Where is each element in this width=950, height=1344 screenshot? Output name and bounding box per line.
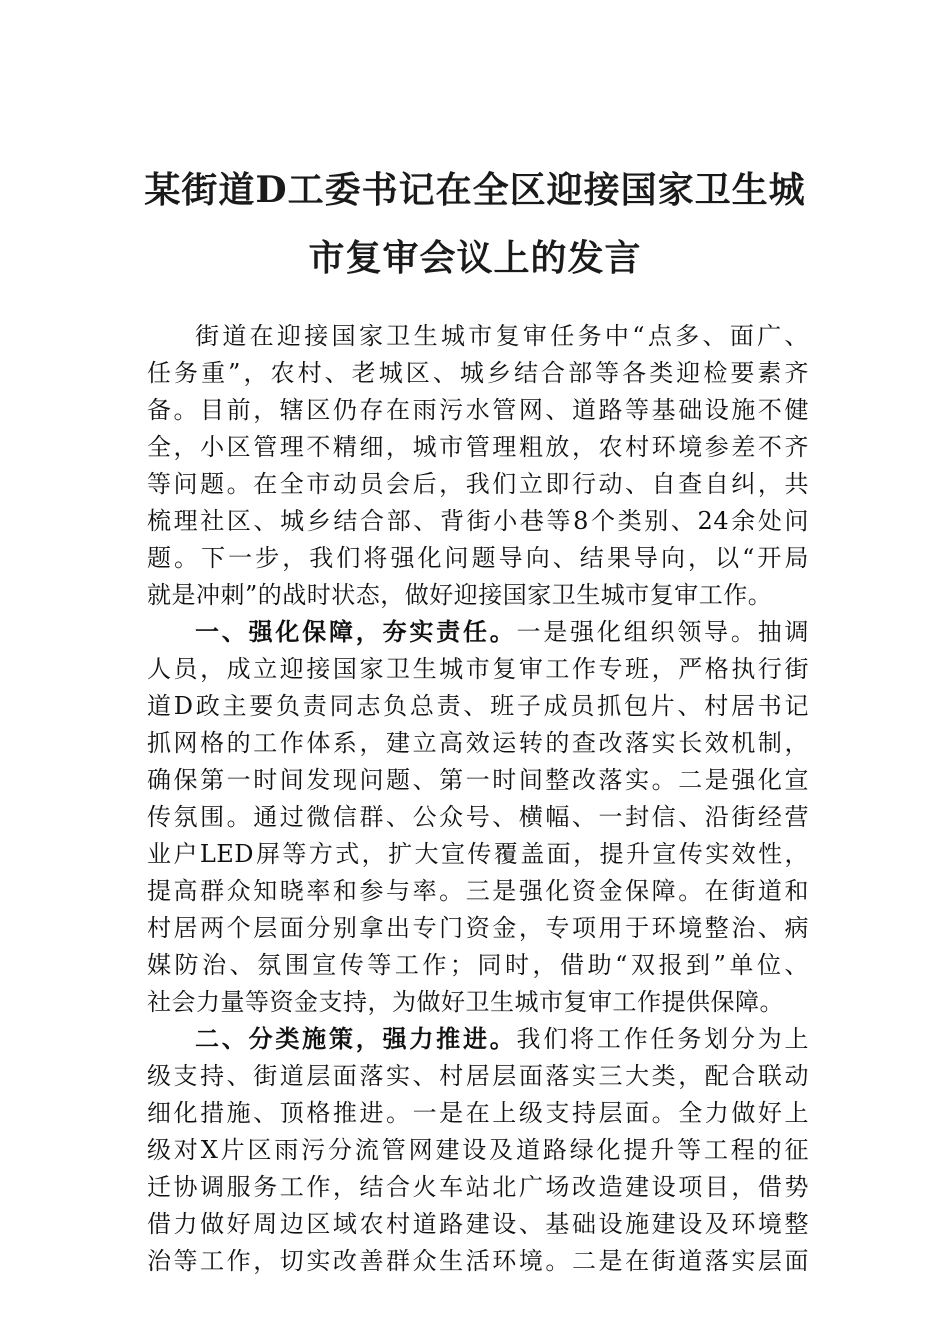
body-line-text: 等问题。在全市动员会后，我们立即行动、自查自纠，共 — [147, 470, 809, 498]
body-line-text: 抓网格的工作体系，建立高效运转的查改落实长效机制， — [147, 729, 809, 757]
body-line-text: 一是强化组织领导。抽调 — [516, 618, 810, 646]
body-line-text: 梳理社区、城乡结合部、背街小巷等8个类别、24余处问 — [147, 507, 809, 535]
body-line-text: 全，小区管理不精细，城市管理粗放，农村环境参差不齐 — [147, 433, 809, 461]
body-line-text: 媒防治、氛围宣传等工作；同时，借助“双报到”单位、 — [147, 951, 809, 979]
body-line — [147, 984, 809, 1021]
body-line — [147, 1058, 809, 1095]
body-line — [147, 429, 809, 466]
body-line — [147, 392, 809, 429]
body-line — [147, 1169, 809, 1206]
body-line — [147, 1021, 809, 1058]
body-line — [147, 836, 809, 873]
body-line-text: 确保第一时间发现问题、第一时间整改落实。二是强化宣 — [147, 766, 809, 794]
body-line-text: 传氛围。通过微信群、公众号、横幅、一封信、沿街经营 — [147, 803, 809, 831]
body-line-text: 业户LED屏等方式，扩大宣传覆盖面，提升宣传实效性， — [147, 840, 809, 868]
body-line — [147, 799, 809, 836]
body-line — [147, 1132, 809, 1169]
body-line-text: 就是冲刺”的战时状态，做好迎接国家卫生城市复审工作。 — [147, 581, 773, 609]
document-body — [147, 318, 809, 1280]
body-line — [147, 614, 809, 651]
body-line — [147, 1243, 809, 1280]
body-line-text: 治等工作，切实改善群众生活环境。二是在街道落实层面 — [147, 1247, 809, 1275]
body-line-text: 人员，成立迎接国家卫生城市复审工作专班，严格执行街 — [147, 655, 809, 683]
body-line-text: 迁协调服务工作，结合火车站北广场改造建设项目，借势 — [147, 1173, 809, 1201]
body-line — [147, 651, 809, 688]
document-title-line-2: 市复审会议上的发言 — [308, 237, 642, 279]
section-heading: 一、强化保障，夯实责任。 — [195, 618, 517, 646]
body-line-text: 我们将工作任务划分为上 — [516, 1025, 810, 1053]
body-line-text: 提高群众知晓率和参与率。三是强化资金保障。在街道和 — [147, 877, 809, 905]
body-line-text: 任务重”，农村、老城区、城乡结合部等各类迎检要素齐 — [147, 359, 809, 387]
body-line-text: 级支持、街道层面落实、村居层面落实三大类，配合联动 — [147, 1062, 809, 1090]
body-line-text: 街道在迎接国家卫生城市复审任务中“点多、面广、 — [195, 322, 809, 350]
body-line — [147, 540, 809, 577]
body-line — [147, 1095, 809, 1132]
body-line — [147, 503, 809, 540]
body-line — [147, 355, 809, 392]
body-line — [147, 466, 809, 503]
body-line-text: 级对X片区雨污分流管网建设及道路绿化提升等工程的征 — [147, 1136, 809, 1164]
body-line-text: 村居两个层面分别拿出专门资金，专项用于环境整治、病 — [147, 914, 809, 942]
body-line-text: 借力做好周边区域农村道路建设、基础设施建设及环境整 — [147, 1210, 809, 1238]
section-heading: 二、分类施策，强力推进。 — [195, 1025, 517, 1053]
body-line-text: 道D政主要负责同志负总责、班子成员抓包片、村居书记 — [147, 692, 809, 720]
body-line — [147, 762, 809, 799]
body-line — [147, 1206, 809, 1243]
body-line — [147, 725, 809, 762]
body-line — [147, 910, 809, 947]
document-title-line-1: 某街道D工委书记在全区迎接国家卫生城 — [144, 169, 806, 211]
body-line — [147, 577, 809, 614]
body-line-text: 社会力量等资金支持，为做好卫生城市复审工作提供保障。 — [147, 988, 784, 1016]
body-line — [147, 688, 809, 725]
body-line-text: 备。目前，辖区仍存在雨污水管网、道路等基础设施不健 — [147, 396, 809, 424]
body-line-text: 题。下一步，我们将强化问题导向、结果导向，以“开局 — [147, 544, 809, 572]
body-line — [147, 947, 809, 984]
body-line — [147, 873, 809, 910]
body-line-text: 细化措施、顶格推进。一是在上级支持层面。全力做好上 — [147, 1099, 809, 1127]
body-line — [147, 318, 809, 355]
